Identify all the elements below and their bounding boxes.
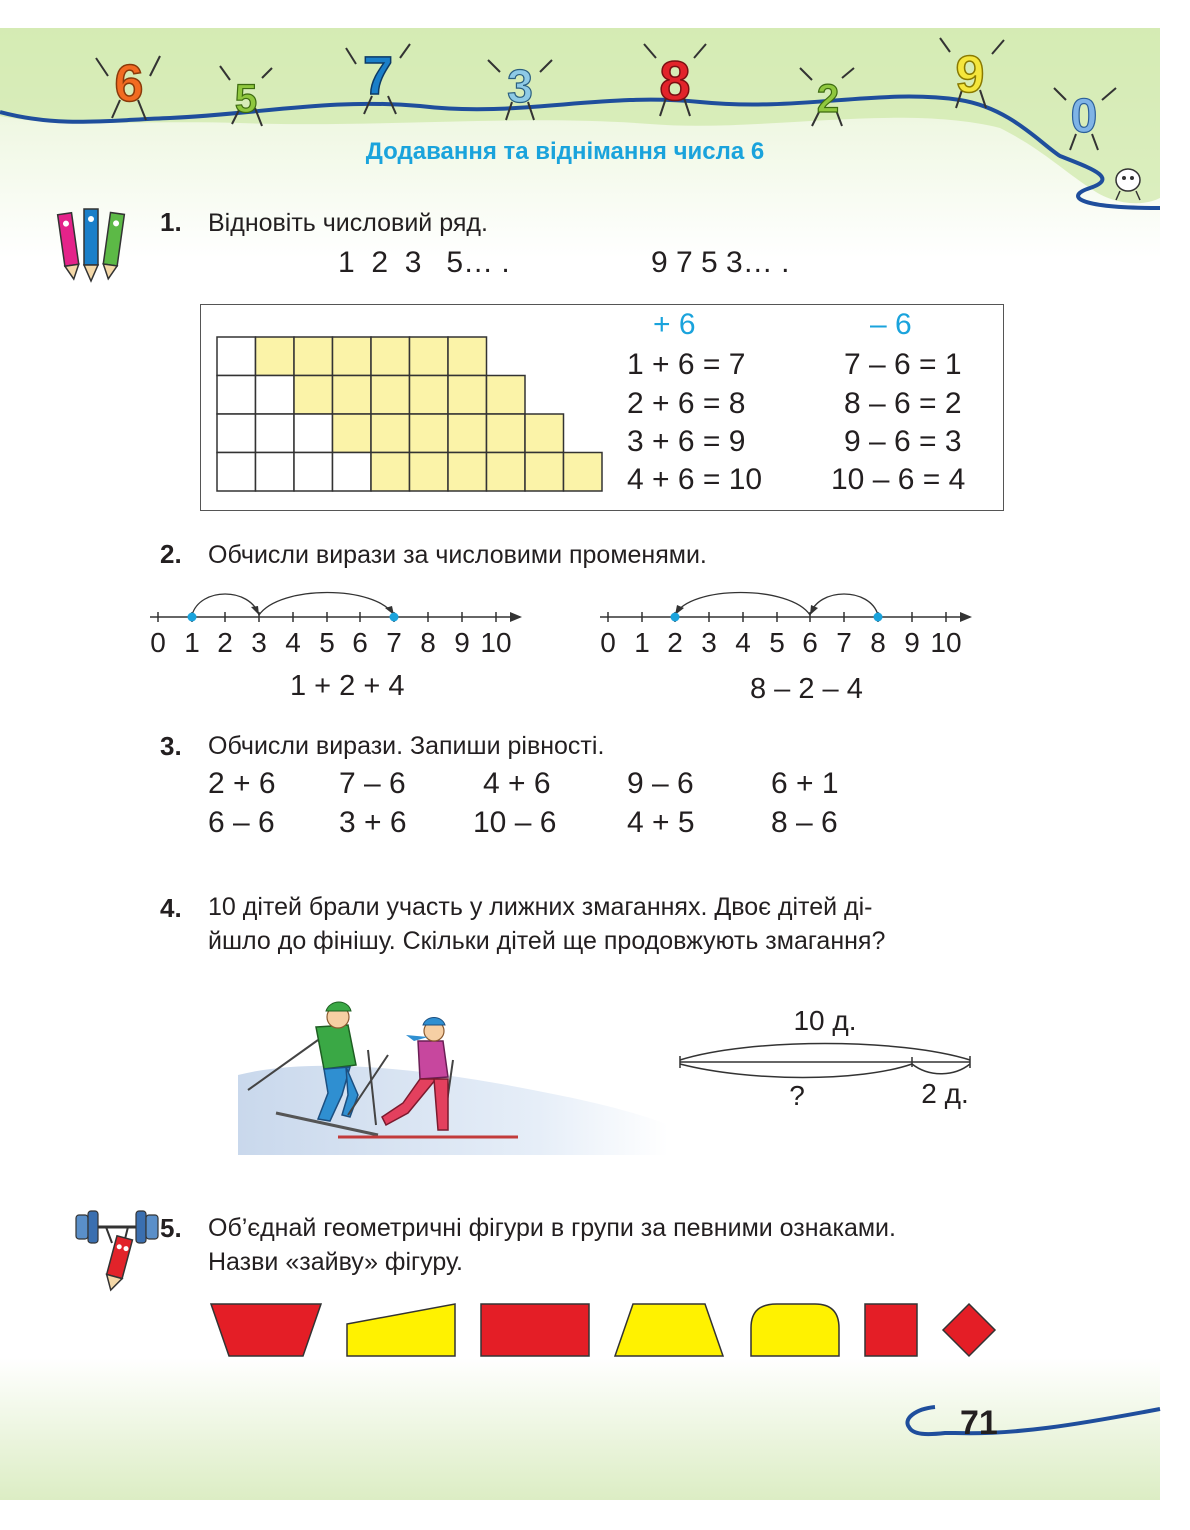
tick-label: 2 <box>667 627 683 658</box>
plus-equation: 4 + 6 = 10 <box>627 463 763 496</box>
page-background <box>0 28 1160 1500</box>
tick-label: 5 <box>769 627 785 658</box>
plus-six-header: + 6 <box>653 308 696 341</box>
number-line-a <box>140 585 540 665</box>
expression: 4 + 6 <box>483 767 551 800</box>
diagram-total-label: 10 д. <box>793 1005 857 1036</box>
red-trapezoid-shape <box>211 1304 321 1356</box>
svg-text:0: 0 <box>1070 90 1098 143</box>
expression: 6 + 1 <box>771 767 839 800</box>
tick-label: 10 <box>480 627 512 658</box>
expression: 6 – 6 <box>208 806 275 839</box>
plus-equation: 2 + 6 = 8 <box>627 387 746 420</box>
svg-text:9: 9 <box>955 46 985 104</box>
task-4-line-1: 10 дітей брали участь у лижних змаганнях. Двоє дітей ді- <box>208 893 873 921</box>
number-line-b <box>590 585 990 665</box>
minus-equation: 7 – 6 = 1 <box>844 348 962 381</box>
task-3-number: 3. <box>160 731 182 761</box>
header-decoration <box>0 28 1190 218</box>
tick-label: 3 <box>701 627 717 658</box>
red-square-shape <box>865 1304 917 1356</box>
task-2-text: Обчисли вирази за числовими променями. <box>208 541 707 569</box>
tick-label: 6 <box>352 627 368 658</box>
yellow-quadrilateral-shape <box>347 1304 455 1356</box>
page-number: 71 <box>960 1404 998 1442</box>
tick-label: 8 <box>420 627 436 658</box>
tick-label: 6 <box>802 627 818 658</box>
sequence-a: 1 2 3 5… . <box>338 246 510 279</box>
diagram-unknown-label: ? <box>789 1080 805 1111</box>
task-5-number: 5. <box>160 1213 182 1243</box>
minus-equation: 9 – 6 = 3 <box>844 425 962 458</box>
task-1-text: Відновіть числовий ряд. <box>208 209 488 237</box>
yellow-trapezoid-shape <box>615 1304 723 1356</box>
task-5-line-2: Назви «зайву» фігуру. <box>208 1248 463 1276</box>
expression: 2 + 6 <box>208 767 276 800</box>
minus-equation: 10 – 6 = 4 <box>831 463 966 496</box>
svg-text:7: 7 <box>362 46 394 106</box>
tick-label: 0 <box>600 627 616 658</box>
plus-equation: 3 + 6 = 9 <box>627 425 746 458</box>
minus-equation: 8 – 6 = 2 <box>844 387 962 420</box>
task-4-line-2: йшло до фінішу. Скільки дітей ще продовжують змагання? <box>208 927 886 955</box>
yellow-arched-shape <box>751 1304 839 1356</box>
tick-label: 9 <box>904 627 920 658</box>
red-rhombus-shape <box>943 1304 995 1356</box>
task-4-number: 4. <box>160 893 182 923</box>
task-3-text: Обчисли вирази. Запиши рівності. <box>208 732 605 760</box>
task-5-line-1: Об’єднай геометричні фігури в групи за певними ознаками. <box>208 1214 896 1242</box>
tick-label: 7 <box>386 627 402 658</box>
tick-label: 2 <box>217 627 233 658</box>
svg-text:6: 6 <box>114 55 144 113</box>
tick-label: 4 <box>285 627 301 658</box>
tick-label: 4 <box>735 627 751 658</box>
sequence-b: 9 7 5 3… . <box>651 246 790 279</box>
task-1-number: 1. <box>160 207 182 237</box>
svg-text:5: 5 <box>234 77 258 121</box>
tick-label: 0 <box>150 627 166 658</box>
tick-label: 7 <box>836 627 852 658</box>
expression-a: 1 + 2 + 4 <box>290 670 405 702</box>
diagram-part-label: 2 д. <box>921 1078 969 1109</box>
geometric-shapes <box>205 1298 1005 1364</box>
svg-text:3: 3 <box>507 60 533 112</box>
expression: 9 – 6 <box>627 767 694 800</box>
tick-label: 8 <box>870 627 886 658</box>
expression: 10 – 6 <box>473 806 557 839</box>
square-grid <box>215 335 610 500</box>
tick-label: 5 <box>319 627 335 658</box>
task-2-number: 2. <box>160 539 182 569</box>
tick-label: 9 <box>454 627 470 658</box>
tick-label: 10 <box>930 627 962 658</box>
svg-text:2: 2 <box>816 77 840 121</box>
expression: 8 – 6 <box>771 806 838 839</box>
expression: 7 – 6 <box>339 767 406 800</box>
plus-equation: 1 + 6 = 7 <box>627 348 746 381</box>
pencils-icon <box>52 205 132 283</box>
page-number-wave <box>895 1395 1165 1465</box>
tick-label: 3 <box>251 627 267 658</box>
minus-six-header: – 6 <box>870 308 912 341</box>
tick-label: 1 <box>634 627 650 658</box>
expression: 3 + 6 <box>339 806 407 839</box>
expression: 4 + 5 <box>627 806 695 839</box>
segment-diagram <box>670 1000 990 1120</box>
page-title: Додавання та віднімання числа 6 <box>365 138 765 165</box>
weightlifter-pencil-icon <box>72 1203 162 1293</box>
tick-label: 1 <box>184 627 200 658</box>
red-rectangle-shape <box>481 1304 589 1356</box>
skiers-illustration <box>238 995 668 1155</box>
expression-b: 8 – 2 – 4 <box>750 673 863 705</box>
svg-text:8: 8 <box>659 49 691 112</box>
